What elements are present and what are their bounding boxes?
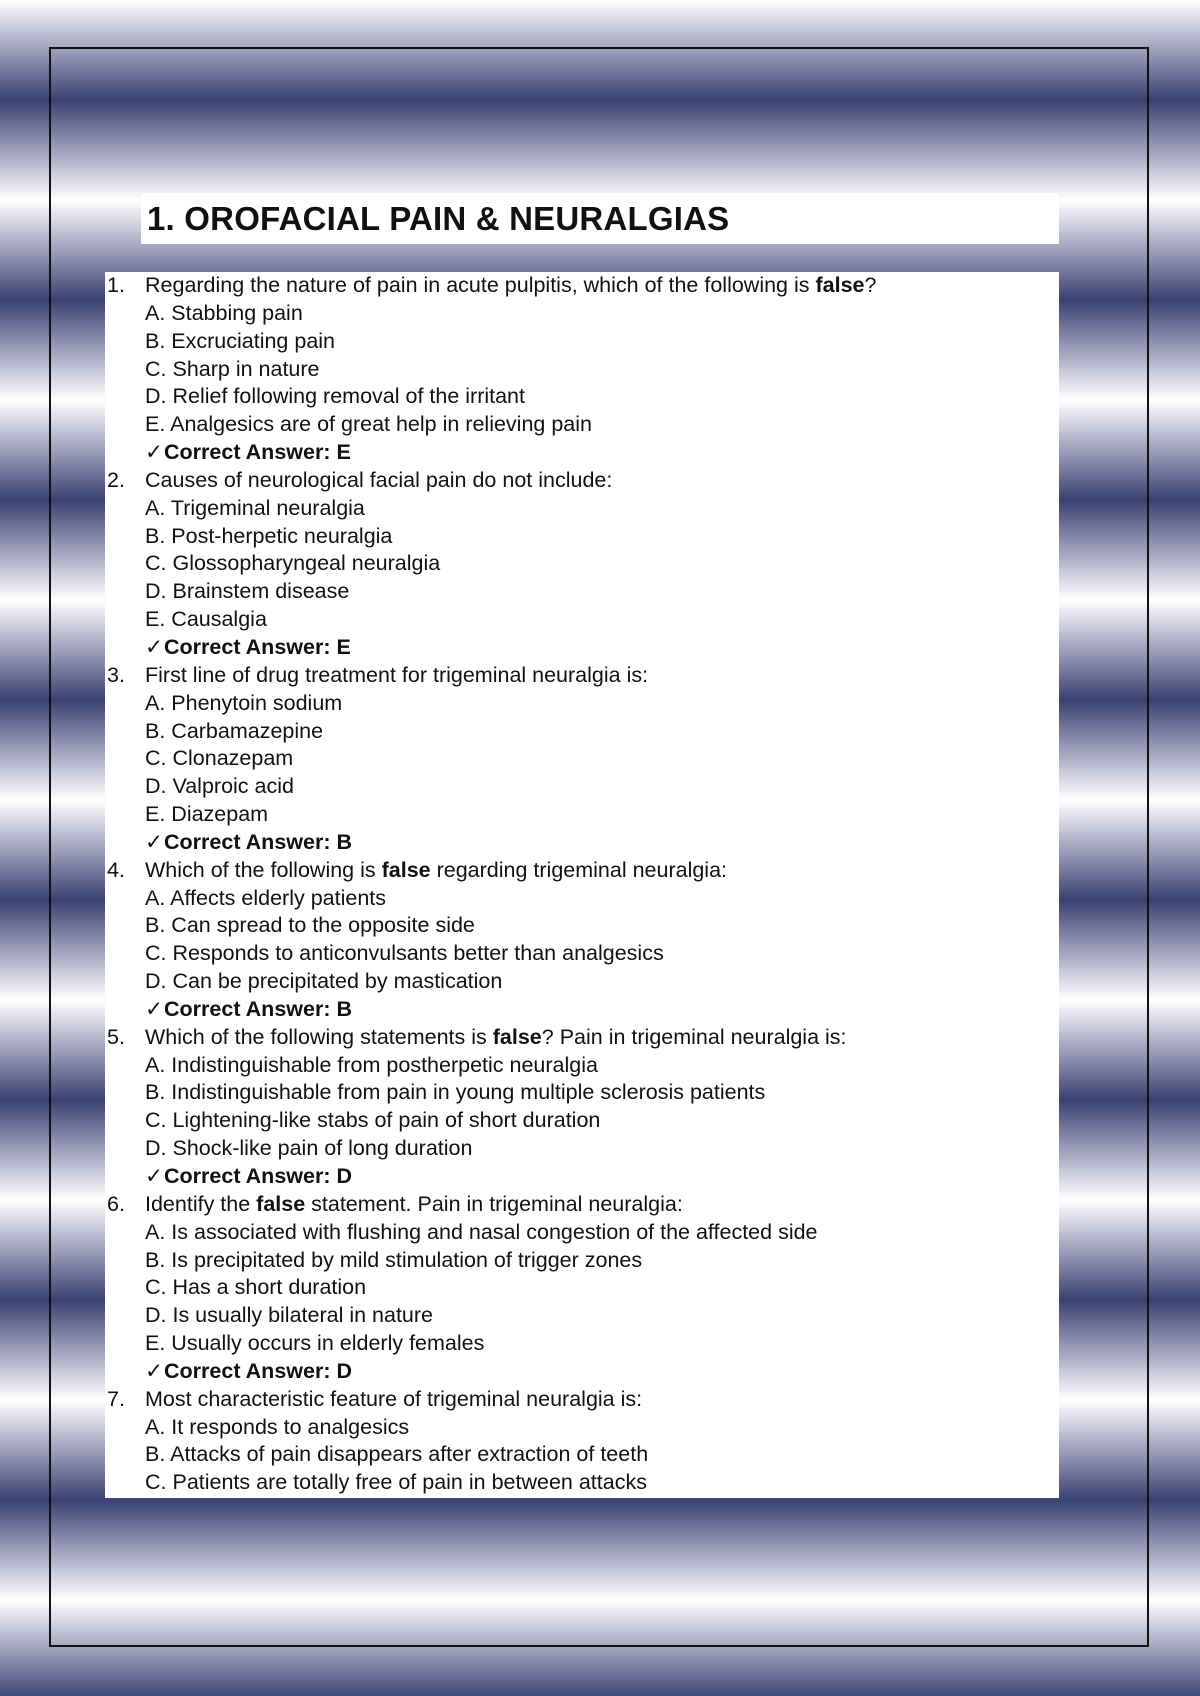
question-stem: [105, 272, 1059, 300]
correct-answer-text: Correct Answer: E: [164, 440, 351, 465]
question-number: 6.: [107, 1191, 125, 1216]
correct-answer: [105, 439, 1059, 467]
answer-option: D. Shock-like pain of long duration: [145, 1136, 473, 1161]
answer-option: E. Analgesics are of great help in relieving pain: [145, 412, 592, 437]
answer-option: C. Glossopharyngeal neuralgia: [145, 551, 441, 576]
question-list: [105, 272, 1059, 1498]
question-text-end: regarding trigeminal neuralgia:: [430, 857, 728, 882]
correct-answer: [105, 1163, 1059, 1191]
correct-answer: [105, 1358, 1059, 1386]
question-text: Which of the following statements is: [145, 1024, 493, 1049]
answer-option: D. Relief following removal of the irritant: [145, 384, 525, 409]
question-text: Regarding the nature of pain in acute pulpitis, which of the following is: [145, 273, 816, 297]
answer-option: C. Responds to anticonvulsants better than analgesics: [145, 941, 664, 966]
question-emphasis: false: [381, 857, 431, 882]
answer-option: B. Excruciating pain: [145, 328, 336, 353]
question-emphasis: false: [256, 1191, 306, 1216]
correct-answer-text: Correct Answer: D: [164, 1358, 352, 1383]
answer-option: A. It responds to analgesics: [145, 1414, 410, 1439]
chapter-title-box: [141, 193, 1059, 244]
answer-option: A. Indistinguishable from postherpetic neuralgia: [145, 1052, 598, 1077]
check-mark-icon: ✓: [145, 634, 164, 659]
question-number: 2.: [107, 467, 125, 492]
question-text: First line of drug treatment for trigeminal neuralgia is:: [145, 662, 649, 687]
correct-answer: [105, 829, 1059, 857]
question-number: 1.: [107, 273, 125, 297]
answer-option: C. Has a short duration: [145, 1275, 367, 1300]
question-text-end: ? Pain in trigeminal neuralgia is:: [541, 1024, 847, 1049]
answer-option: A. Affects elderly patients: [145, 885, 387, 910]
answer-option: C. Lightening-like stabs of pain of short duration: [145, 1108, 601, 1133]
answer-option: A. Stabbing pain: [145, 300, 303, 325]
answer-option: C. Patients are totally free of pain in between attacks: [145, 1470, 647, 1495]
question-number: 5.: [107, 1024, 125, 1049]
question-stem: [105, 467, 1059, 495]
question-text-end: ?: [864, 273, 877, 297]
check-mark-icon: ✓: [145, 829, 164, 854]
question-stem: [105, 857, 1059, 885]
check-mark-icon: ✓: [145, 996, 164, 1021]
answer-option: A. Is associated with flushing and nasal congestion of the affected side: [145, 1219, 818, 1244]
question-text: Causes of neurological facial pain do not include:: [145, 467, 613, 492]
check-mark-icon: ✓: [145, 1358, 164, 1383]
question-stem: [105, 1024, 1059, 1052]
correct-answer-text: Correct Answer: B: [164, 829, 352, 854]
question-text: Identify the: [145, 1191, 257, 1216]
answer-option: A. Trigeminal neuralgia: [145, 495, 365, 520]
answer-option: E. Causalgia: [145, 607, 267, 632]
answer-option: B. Is precipitated by mild stimulation of trigger zones: [145, 1247, 643, 1272]
answer-option: B. Attacks of pain disappears after extraction of teeth: [145, 1442, 649, 1467]
question-stem: [105, 1191, 1059, 1219]
correct-answer-text: Correct Answer: B: [164, 996, 352, 1021]
answer-option: D. Valproic acid: [145, 774, 294, 799]
answer-option: C. Sharp in nature: [145, 356, 320, 381]
question-text-end: statement. Pain in trigeminal neuralgia:: [305, 1191, 683, 1216]
question-number: 3.: [107, 662, 125, 687]
answer-option: B. Indistinguishable from pain in young multiple sclerosis patients: [145, 1080, 766, 1105]
correct-answer: [105, 634, 1059, 662]
chapter-title: 1. OROFACIAL PAIN & NEURALGIAS: [147, 200, 730, 237]
check-mark-icon: ✓: [145, 440, 164, 465]
correct-answer-text: Correct Answer: E: [164, 634, 351, 659]
answer-option: D. Brainstem disease: [145, 579, 350, 604]
question-text: Most characteristic feature of trigeminal neuralgia is:: [145, 1386, 643, 1411]
correct-answer-text: Correct Answer: D: [164, 1164, 352, 1188]
question-stem: [105, 1386, 1059, 1414]
question-emphasis: false: [815, 273, 865, 297]
check-mark-icon: ✓: [145, 1164, 164, 1188]
answer-option: B. Post-herpetic neuralgia: [145, 523, 393, 548]
answer-option: C. Clonazepam: [145, 746, 294, 771]
question-emphasis: false: [492, 1024, 542, 1049]
answer-option: A. Phenytoin sodium: [145, 690, 343, 715]
answer-option: D. Can be precipitated by mastication: [145, 969, 503, 994]
answer-option: B. Can spread to the opposite side: [145, 913, 475, 938]
answer-option: E. Usually occurs in elderly females: [145, 1331, 485, 1356]
question-number: 4.: [107, 857, 125, 882]
question-stem: [105, 662, 1059, 690]
question-text: Which of the following is: [145, 857, 382, 882]
answer-option: B. Carbamazepine: [145, 718, 324, 743]
answer-option: E. Diazepam: [145, 802, 269, 827]
correct-answer: [105, 996, 1059, 1024]
question-number: 7.: [107, 1386, 125, 1411]
answer-option: D. Is usually bilateral in nature: [145, 1303, 434, 1328]
